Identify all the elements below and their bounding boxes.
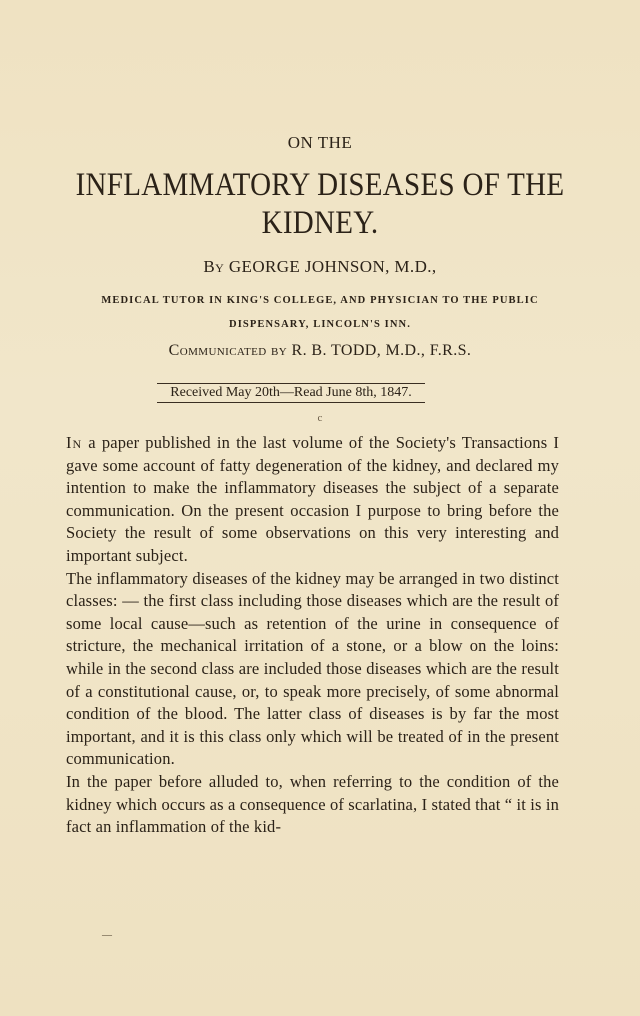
title-line-1: INFLAMMATORY DISEASES OF THE [75, 167, 565, 203]
received-date: Received May 20th—Read June 8th, 1847. [157, 383, 425, 403]
author-affiliation [0, 289, 640, 337]
communicated-prefix: Communicated by [168, 342, 288, 359]
author-byline: By GEORGE JOHNSON, M.D., [203, 257, 437, 276]
signature-mark: c [317, 412, 323, 424]
footer-mark: — [102, 930, 112, 941]
communicator-name: R. B. TODD, M.D., F.R.S. [291, 342, 472, 359]
page-title [0, 166, 640, 242]
heading-prefix: ON THE [287, 133, 353, 152]
paragraph-1-lead: In [66, 433, 83, 452]
paragraph-2: The inflammatory diseases of the kidney may be arranged in two distinct classes: — the first class including those diseases which are the result of some local cause—such as retention of the urine in consequence of stricture, the mechanical irritation of a stone, or a blow on the loins: while in the second class are included those diseases which are the result of a constitutional cause, or, to speak more precisely, of some abnormal condition of the blood. The latter class of diseases is by far the most important, and it is this class only which will be treated of in the present communication. [66, 568, 559, 769]
paragraph-1-text: a paper published in the last volume of the Society's Transactions I gave some account of fatty degeneration of the kidney, and declared my intention to make the inflammatory diseases the subject of a separate communication. On the present occasion I purpose to bring before the Society the result of some observations on this very interesting and important subject. [66, 433, 559, 565]
title-line-2: KIDNEY. [261, 205, 379, 242]
paragraph-3: In the paper before alluded to, when referring to the condition of the kidney which occurs as a consequence of scarlatina, I stated that “ it is in fact an inflammation of the kid- [66, 771, 559, 837]
affiliation-line-1: MEDICAL TUTOR IN KING'S COLLEGE, AND PHYSICIAN TO THE PUBLIC [101, 295, 539, 306]
affiliation-line-2: DISPENSARY, LINCOLN'S INN. [229, 319, 411, 330]
body-text [66, 432, 559, 839]
communicated-by [0, 342, 640, 360]
paragraph-1 [66, 432, 559, 568]
